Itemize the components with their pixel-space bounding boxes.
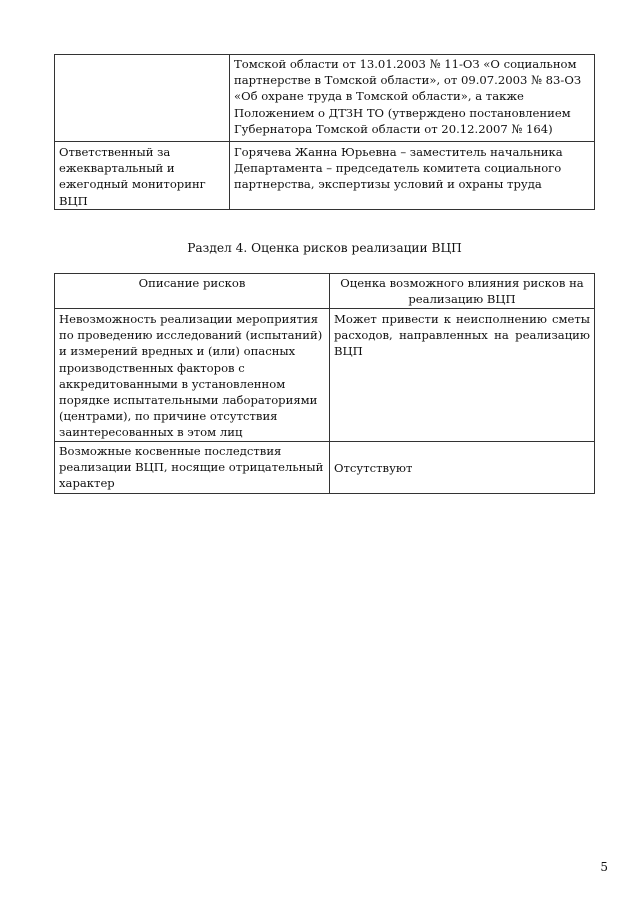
risk-assessment-table [54, 273, 595, 494]
table-cell-label: Ответственный за ежеквартальный и ежегодный мониторинг ВЦП [55, 142, 230, 210]
table-row [55, 55, 595, 142]
table-row [55, 142, 595, 210]
column-header-impact-assessment: Оценка возможного влияния рисков на реализацию ВЦП [330, 274, 595, 309]
risk-description-cell: Невозможность реализации мероприятия по проведению исследований (испытаний) и измерений вредных и (или) опасных производственных факторов с аккредитованными в установленном порядке испытательными лабораториями (центрами), по причине отсутствия заинтересованных в этом лиц [55, 309, 330, 442]
risk-description-cell: Возможные косвенные последствия реализации ВЦП, носящие отрицательный характер [55, 441, 330, 493]
table-row [55, 309, 595, 442]
table-header-row [55, 274, 595, 309]
column-header-risk-description: Описание рисков [55, 274, 330, 309]
program-info-table [54, 54, 595, 210]
page-number: 5 [600, 860, 608, 874]
table-cell-value: Горячева Жанна Юрьевна – заместитель начальника Департамента – председатель комитета социального партнерства, экспертизы условий и охраны труда [230, 142, 595, 210]
table-cell-label [55, 55, 230, 142]
impact-assessment-cell: Отсутствуют [330, 441, 595, 493]
section-title: Раздел 4. Оценка рисков реализации ВЦП [187, 241, 462, 255]
table-row [55, 441, 595, 493]
table-cell-value: Томской области от 13.01.2003 № 11-ОЗ «О социальном партнерстве в Томской области», от 09.07.2003 № 83-ОЗ «Об охране труда в Томской области», а также Положением о ДТЗН ТО (утверждено постановлением Губернатора Томской области от 20.12.2007 № 164) [230, 55, 595, 142]
impact-assessment-cell: Может привести к неисполнению сметы расходов, направленных на реализацию ВЦП [330, 309, 595, 442]
